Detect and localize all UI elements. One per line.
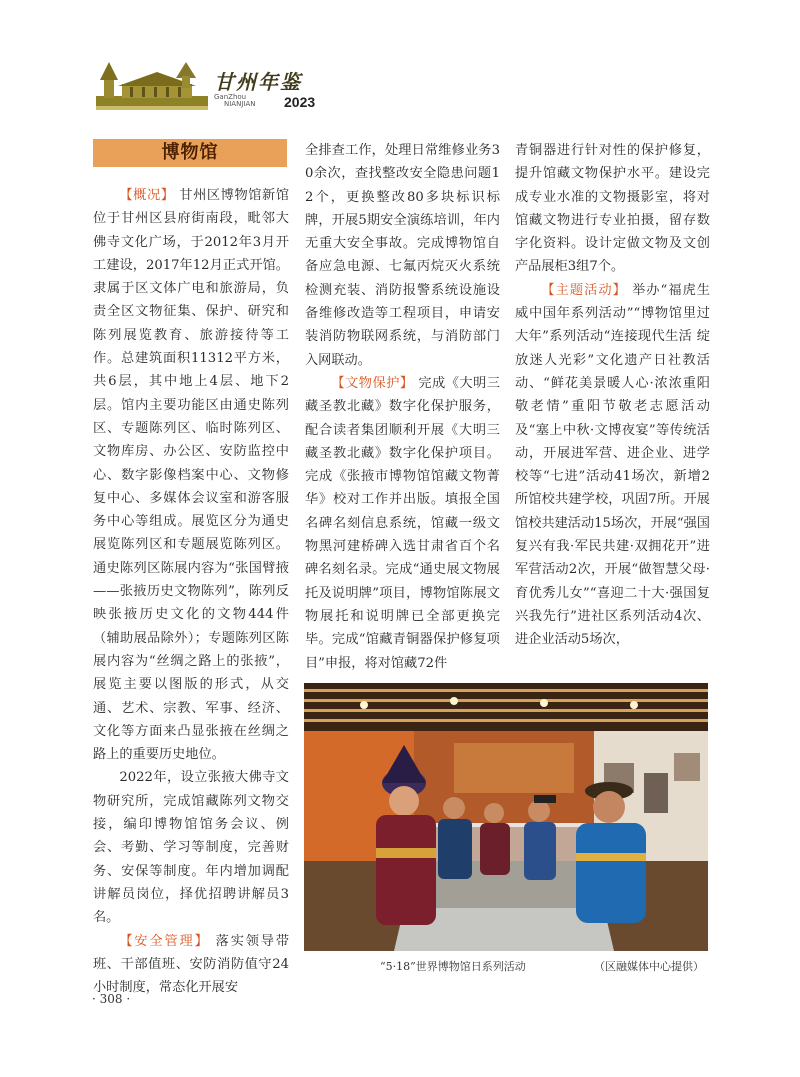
temple-logo-icon	[96, 56, 208, 112]
safety-text: 落实领导带班、干部值班、安防消防值守24小时制度，常态化开展安	[93, 933, 290, 996]
yearbook-pinyin-line1: GanZhou	[214, 93, 247, 101]
photo-credit: （区融媒体中心提供）	[594, 960, 704, 973]
overview-text: 甘州区博物馆新馆位于甘州区县府街南段，毗邻大佛寺文化广场，于2012年3月开工建设，2017年12月正式开馆。隶属于区文体广电和旅游局，负责全区文物征集、保护、研究和陈列展览教育、旅游接待等工作。总建筑面积11312平方米，共6层，其中地上4层、地下2层。馆内主要功能区由通史陈列区、专题陈列区、临时陈列区、文物库房、办公区、安防监控中心、数字影像档案中心、文物修复中心、多媒体会议室和游客服务中心等组成。展览区分为通史展览陈列区和专题展览陈列区。通史陈列区陈展内容为“张国臂掖——张掖历史文物陈列”，陈列反映张掖历史文化的文物444件（辅助展品除外）；专题陈列区陈展内容为“丝绸之路上的张掖”，展览主要以图版的形式，从交通、艺术、宗教、军事、经济、文化等方面来凸显张掖在丝绸之路上的重要历史地位。	[93, 188, 290, 763]
text-column-3	[515, 139, 710, 652]
yearbook-pinyin-line2: NIANJIAN	[224, 100, 256, 108]
relic-protection-text: 完成《大明三藏圣教北藏》数字化保护服务，配合读者集团顺利开展《大明三藏圣教北藏》数字化保护项目。完成《张掖市博物馆馆藏文物菁华》校对工作并出版。填报全国名碑名刻信息系统，馆藏一级文物黑河建桥碑入选甘肃省百个名碑名刻名录。完成“通史展文物展托及说明牌”项目，博物馆陈展文物展托和说明牌已全部更换完毕。完成“馆藏青铜器保护修复项目”申报，将对馆藏72件	[305, 375, 501, 671]
photo-caption-text: “5·18”世界博物馆日系列活动	[380, 960, 526, 973]
paragraph-overview	[93, 184, 289, 766]
tag-overview: 【概况】	[119, 188, 175, 203]
museum-photo	[304, 683, 708, 951]
yearbook-year: 2023	[284, 94, 316, 110]
tag-relic-protection: 【文物保护】	[331, 375, 414, 391]
page-number: · 308 ·	[92, 992, 131, 1006]
yearbook-title: 甘州年鉴	[214, 70, 302, 94]
paragraph-relic-protection	[305, 372, 500, 675]
section-title: 博物馆	[93, 139, 287, 167]
text-column-2	[305, 139, 500, 675]
photo-caption	[304, 958, 708, 976]
tag-activities: 【主题活动】	[541, 282, 627, 298]
paragraph-safety-cont: 全排查工作，处理日常维修业务30余次，查找整改安全隐患问题12个，更换整改80多块标识标牌，开展5期安全演练培训，年内无重大安全事故。完成博物馆自备应急电源、七氟丙烷灭火系统检测充装、消防报警系统设施设备维修改造等工程项目，申请安装消防物联网系统，与消防部门入网联动。	[305, 143, 500, 368]
tag-safety: 【安全管理】	[119, 933, 210, 949]
text-column-1	[93, 184, 289, 999]
yearbook-header	[96, 56, 336, 112]
paragraph-safety	[93, 930, 289, 1000]
activities-text: 举办“福虎生威中国年系列活动”“博物馆里过大年”系列活动“连接现代生活 绽放迷人光彩”文化遗产日社教活动、“鲜花美景暖人心·浓浓重阳敬老情”重阳节敬老志愿活动及“塞上中秋·文博夜宴”等传统活动，开展进军营、进企业、进学校等“七进”活动41场次，新增2所馆校共建学校，巩固7所。开展馆校共建活动15场次，开展“强国复兴有我·军民共建·双拥花开”进军营活动2次，开展“做智慧父母·育优秀儿女”“喜迎二十大·强国复兴我先行”进社区系列活动4次、进企业活动5场次，	[515, 282, 710, 648]
paragraph-2022: 2022年，设立张掖大佛寺文物研究所，完成馆藏陈列文物交接，编印博物馆馆务会议、例会、考勤、学习等制度，完善财务、安保等制度。年内增加调配讲解员岗位，择优招聘讲解员3名。	[93, 770, 289, 926]
museum-photo-illustration	[304, 683, 708, 951]
paragraph-relic-cont: 青铜器进行针对性的保护修复，提升馆藏文物保护水平。建设完成专业水准的文物摄影室，将对馆藏文物进行专业拍摄，留存数字化资料。设计定做文物及文创产品展柜3组7个。	[515, 143, 710, 275]
paragraph-activities	[515, 279, 710, 652]
